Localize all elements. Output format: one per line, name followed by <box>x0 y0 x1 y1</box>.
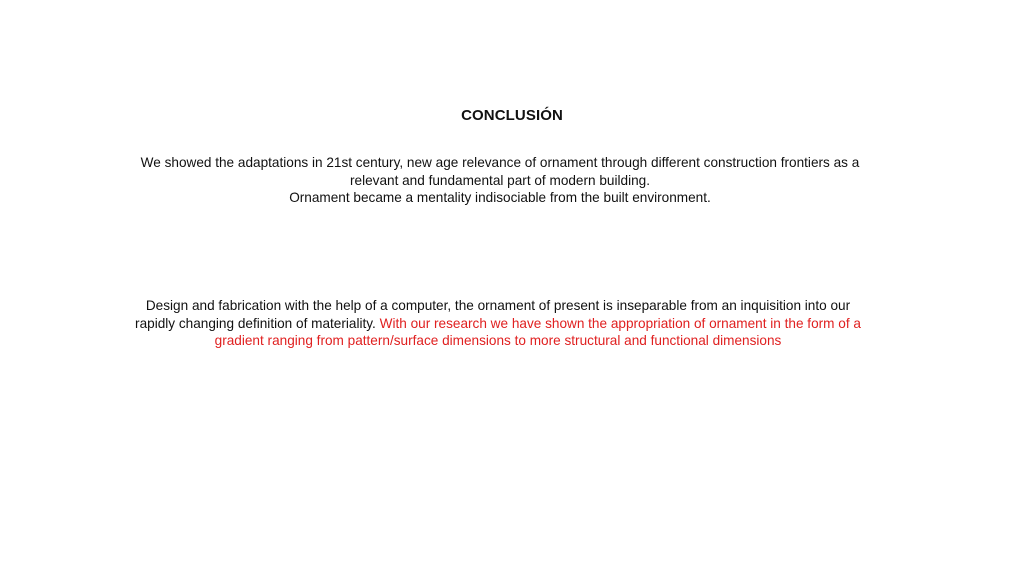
paragraph-2-line-1: Design and fabrication with the help of a computer, the ornament of present is inseparable from an inquisition into our <box>145 298 851 313</box>
paragraph-2-highlight-end: gradient ranging from pattern/surface dimensions to more structural and functional dimensions <box>214 333 782 348</box>
paragraph-1-line-1: We showed the adaptations in 21st century, new age relevance of ornament through different construction frontiers as a <box>140 155 860 170</box>
conclusion-paragraph-1 <box>110 154 890 207</box>
slide-title: CONCLUSIÓN <box>461 107 563 124</box>
paragraph-2-line-2 <box>108 315 888 333</box>
conclusion-paragraph-2 <box>108 297 888 350</box>
paragraph-2-line-2-text: rapidly changing definition of materiality. <box>135 315 376 331</box>
paragraph-2-highlight-start: With our research we have shown the appropriation of ornament in the form of a <box>379 315 861 331</box>
paragraph-1-line-2: relevant and fundamental part of modern building. <box>349 172 650 188</box>
paragraph-1-line-3: Ornament became a mentality indisociable from the built environment. <box>289 190 711 205</box>
